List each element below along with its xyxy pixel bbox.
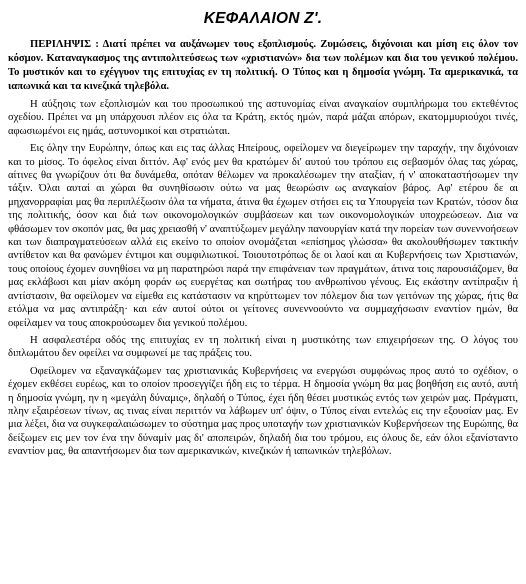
paragraph: Η αύξησις των εξοπλισμών και του προσωπικού της αστυνομίας είναι αναγκαίον συμπλήρωμα του εκτεθέντος σχεδίου. Πρέπει να μη υπάρχουσι πλέον εις όλα τα Κράτη, εκτός ημών, παρά μάζαι απόρων, εκατομμυριούχοι τινές, αφωσιωμένοι εις ημάς, αστυνομικοί και στρατιώται.	[8, 99, 518, 137]
chapter-summary: ΠΕΡΙΛΗΨΙΣ : Διατί πρέπει να αυξάνωμεν τους εξοπλισμούς. Ζυμώσεις, διχόνοιαι και μίση εις όλον τον κόσμον. Καταναγκασμος της αντιπολιτεύσεως των «χριστιανών» δια των πολέμων και δια του γενικού πολέμου. Το μυστικόν και το εχέγγυον της επιτυχίας εν τη πολιτική. Ο Τύπος και η δημοσία γνώμη. Τα αμερικανικά, τα ιαπωνικά και τα κινεζικά τηλεβόλα.	[8, 39, 518, 92]
chapter-title: ΚΕΦΑΛΑΙΟΝ Ζ'.	[203, 10, 323, 27]
document-page	[8, 4, 518, 463]
paragraph: Εις όλην την Ευρώπην, όπως και εις τας άλλας Ηπείρους, οφείλομεν να διεγείρωμεν την ταραχήν, την διχόνοιαν και το μίσος. Το όφελος είναι διττόν. Αφ' ενός μεν θα κρατώμεν δι' αυτού του τρόπου εις σεβασμόν όλας τας χώρας, αίτινες θα γνωρίζουν ότι θα δυνάμεθα, οπόταν θέλωμεν να προκαλέσωμεν την αταξίαν, ή ν' αποκαταστήσωμεν την τάξιν. Όλαι αυταί αι χώραι θα συνηθίσωσιν ούτω να μας θεωρώσιν ως αναγκαίον βάρος. Αφ' ετέρου δε αι μηχανορραφίαι μας θα περιπλέξωσιν όλα τα νήματα, άτινα θα έχωμεν στήσει εις τα Υπουργεία των Κρατών, τόσον δια της πολιτικής, όσον και διά των οικονομολογικών συμβάσεων και των οικονομολογικών υποχρεώσεων. Δια να φθάσωμεν τον σκοπόν μας, θα μας χρειασθή ν' αναπτύξωμεν μεγάλην πανουργίαν κατά την πορείαν των συνεννοήσεων και των διαπραγματεύσεων αλλά εις εκείνο το οποίον ονομάζεται «επίσημος γλώσσα» θα ακολουθήσωμεν τακτικήν αντίθετον και θα φανώμεν έντιμοι και συμφιλιωτικοί. Τοιουτοτρόπως δε οι λαοί και αι Κυβερνήσεις των Χριστιανών, τους οποίους έχομεν συνηθίσει να μη παρατηρώσι παρά την επιφάνειαν των πραγμάτων, άτινα τοις παρουσιάζομεν, θα μας εκλάβωσι και μίαν ακόμη φοράν ως ευεργέτας και σωτήρας του ανθρωπίνου γένους. Εις εκάστην αντίπραξιν ή αντίστασιν, θα οφείλομεν να είμεθα εις κατάστασιν να κηρύττωμεν τον πόλεμον δια των γειτόνων της χώρας, ήτις θα ετόλμα να μας αντιπράξη· και εάν αυτοί ούτοι οι γείτονες συνεννοούντο να συμμαχήσωσιν εναντίον ημών, θα οφείλαμεν να τους αποκρούσωμεν δια γενικού πολέμου.	[8, 143, 518, 329]
paragraph: Η ασφαλεστέρα οδός της επιτυχίας εν τη πολιτική είναι η μυστικότης των επιχειρήσεων της. Ο λόγος του διπλωμάτου δεν οφείλει να συμφωνεί με τας πράξεις του.	[8, 334, 518, 360]
paragraph: Οφείλομεν να εξαναγκάζωμεν τας χριστιανικάς Κυβερνήσεις να ενεργώσι συμφώνως προς αυτό το σχέδιον, ο έχομεν εκθέσει ευρέως, και το οποίον προσεγγίζει ήδη εις το τέρμα. Η δημοσία γνώμη θα μας βοηθήση εις αυτό, αυτή η δημοσία γνώμη, ην η «μεγάλη δύναμις», δηλαδή ο Τύπος, έχει ήδη θέσει μυστικώς εντός των χειρών μας. Πράγματι, πλην εξαιρέσεων τίνων, ας τινας είναι περιττόν να λάβωμεν υπ' όψιν, ο Τύπος είναι εντελώς εις την εξουσίαν μας. Εν μια λέξει, δια να συγκεφαλαιώσωμεν το σύστημα μας προς υποταγήν των χριστιανικών Κυβερνήσεων της Ευρώπης, θα δείξωμεν εις μεν τον ένα την δύναμίν μας δι' αποπειρών, δηλαδή δια του τρόμου, εις όλους δε, εάν όλοι εξανίσταντο εναντίον μας, θα απαντήσωμεν δια των αμερικανικών, κινεζικών ή ιαπωνικών τηλεβόλων.	[8, 365, 518, 458]
